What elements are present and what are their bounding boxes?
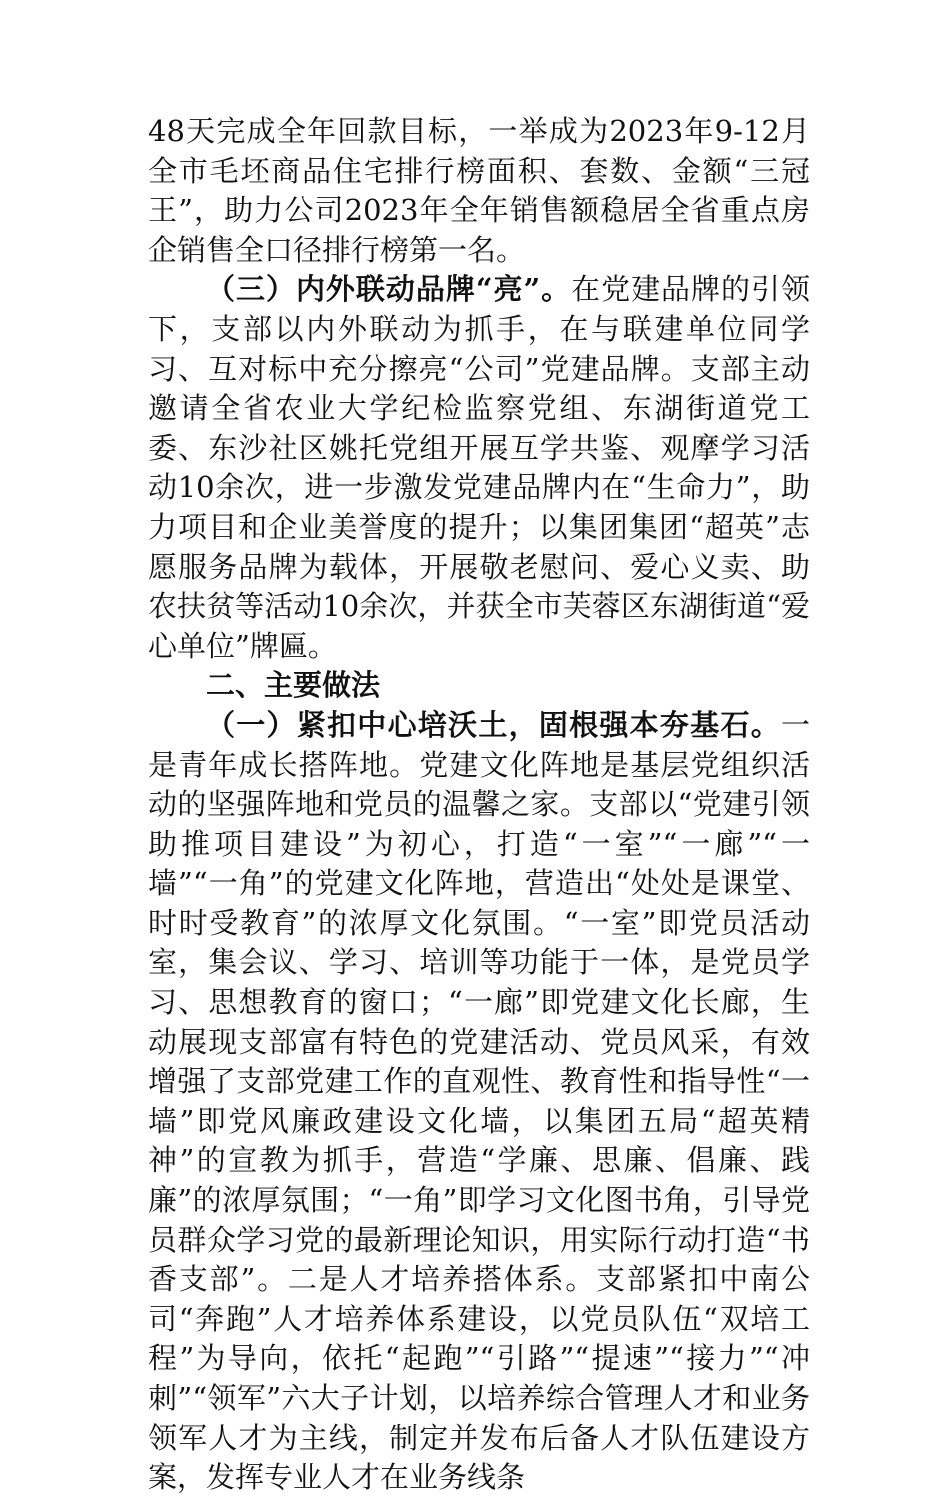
paragraph-practice-lead: （一）紧扣中心培沃土，固根强本夯基石。	[206, 707, 781, 742]
paragraph-brand-lead: （三）内外联动品牌“亮”。	[206, 272, 572, 307]
paragraph-practice-body: 一是青年成长搭阵地。党建文化阵地是基层党组织活动的坚强阵地和党员的温馨之家。支部以“党建引领助推项目建设”为初心，打造“一室”“一廊”“一墙”“一角”的党建文化阵地，营造出“处处是课堂、时时受教育”的浓厚文化氛围。“一室”即党员活动室，集会议、学习、培训等功能于一体，是党员学习、思想教育的窗口；“一廊”即党建文化长廊，生动展现支部富有特色的党建活动、党员风采，有效增强了支部党建工作的直观性、教育性和指导性“一墙”即党风廉政建设文化墙，以集团五局“超英精神”的宣教为抓手，营造“学廉、思廉、倡廉、践廉”的浓厚氛围；“一角”即学习文化图书角，引导党员群众学习党的最新理论知识，用实际行动打造“书香支部”。二是人才培养搭体系。支部紧扣中南公司“奔跑”人才培养体系建设，以党员队伍“双培工程”为导向，依托“起跑”“引路”“提速”“接力”“冲刺”“领军”六大子计划，以培养综合管理人才和业务领军人才为主线，制定并发布后备人才队伍建设方案，发挥专业人才在业务线条	[148, 707, 810, 1495]
paragraph-brand	[148, 270, 810, 666]
paragraph-brand-body: 在党建品牌的引领下，支部以内外联动为抓手，在与联建单位同学习、互对标中充分擦亮“公司”党建品牌。支部主动邀请全省农业大学纪检监察党组、东湖街道党工委、东沙社区姚托党组开展互学共鉴、观摩学习活动10余次，进一步激发党建品牌内在“生命力”，助力项目和企业美誉度的提升；以集团集团“超英”志愿服务品牌为载体，开展敬老慰问、爱心义卖、助农扶贫等活动10余次，并获全市芙蓉区东湖街道“爱心单位”牌匾。	[148, 272, 810, 663]
document-body	[148, 112, 810, 1498]
paragraph-practice	[148, 706, 810, 1498]
section-heading: 二、主要做法	[206, 668, 381, 703]
paragraph-sales-result: 48天完成全年回款目标，一举成为2023年9-12月全市毛坯商品住宅排行榜面积、套数、金额“三冠王”，助力公司2023年全年销售额稳居全省重点房企销售全口径排行榜第一名。	[148, 114, 810, 267]
